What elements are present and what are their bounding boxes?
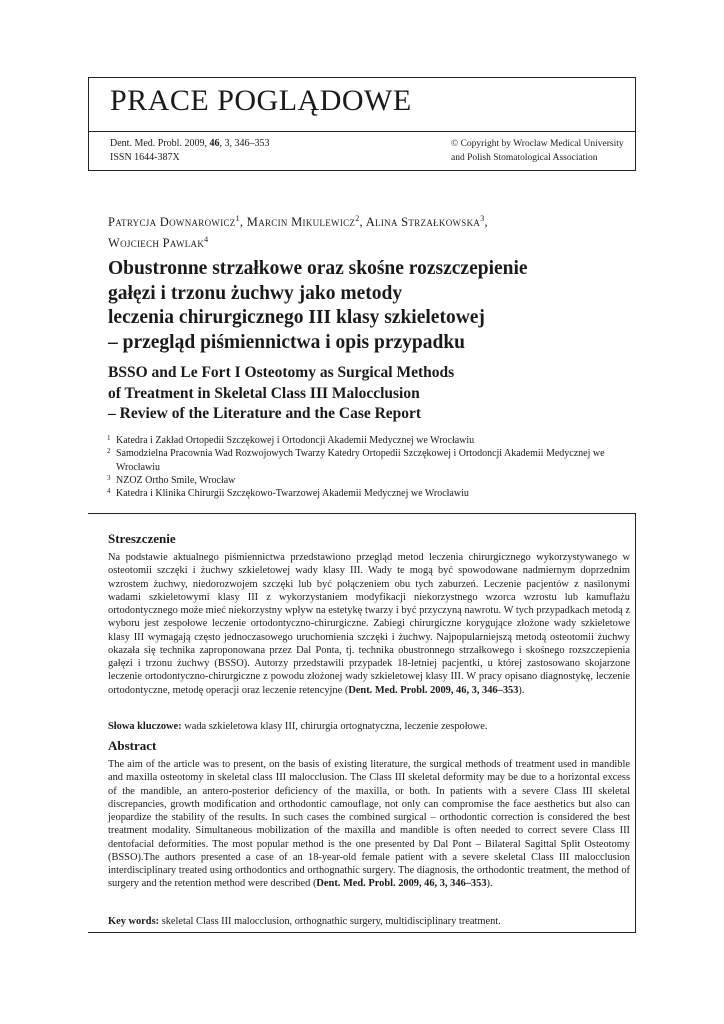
author-name: Wojciech Pawlak	[108, 236, 205, 251]
affiliation-text: Katedra i Zakład Ortopedii Szczękowej i Ortodoncji Akademii Medycznej we Wrocławiu	[116, 435, 475, 446]
author-separator: ,	[359, 215, 366, 230]
keywords-english-text: skeletal Class III malocclusion, orthognathic surgery, multidisciplinary treatment.	[159, 916, 501, 927]
affiliation-number: 4	[107, 487, 111, 496]
streszczenie-body	[108, 551, 630, 697]
streszczenie-heading: Streszczenie	[108, 531, 176, 546]
header-divider	[89, 131, 635, 132]
author-line-2	[108, 231, 488, 252]
keywords-polish-text: wada szkieletowa klasy III, chirurgia ortognatyczna, leczenie zespołowe.	[181, 721, 488, 732]
affiliation-item	[108, 487, 638, 500]
affiliation-item	[108, 447, 638, 474]
author-affiliation-mark: 4	[204, 235, 209, 245]
affiliation-text: Katedra i Klinika Chirurgii Szczękowo-Twarzowej Akademii Medycznej we Wrocławiu	[116, 488, 469, 500]
affiliation-number: 2	[107, 447, 111, 456]
affiliation-text: NZOZ Ortho Smile, Wrocław	[116, 474, 236, 486]
abstract-end: ).	[486, 878, 493, 890]
journal-suffix: , 3, 346–353	[219, 138, 270, 149]
keywords-polish-line	[108, 720, 630, 733]
author-separator: ,	[484, 215, 488, 230]
article-title-polish	[108, 257, 648, 355]
author-name: Patrycja Downarowicz	[108, 215, 236, 230]
keywords-english-line	[108, 915, 630, 928]
streszczenie-end: ).	[518, 684, 525, 696]
title-line: BSSO and Le Fort I Osteotomy as Surgical Methods	[108, 364, 455, 381]
title-line: gałęzi i trzonu żuchwy jako metody	[108, 282, 403, 304]
affiliation-list	[108, 434, 638, 500]
copyright-info	[451, 137, 624, 165]
section-title: PRACE POGLĄDOWE	[110, 84, 412, 117]
author-affiliation-mark: 1	[235, 214, 240, 223]
streszczenie-citation: Dent. Med. Probl. 2009, 46, 3, 346–353	[348, 684, 519, 696]
affiliation-number: 1	[107, 434, 111, 442]
affiliation-item	[108, 474, 638, 487]
title-line: Obustronne strzałkowe oraz skośne rozszczepienie	[108, 258, 528, 279]
abstract-body	[108, 758, 630, 891]
streszczenie-text: Na podstawie aktualnego piśmiennictwa przedstawiono przegląd metod leczenia chirurgicznego wykorzystywanego w osteotomii szczęki i żuchwy szkieletowej wady klasy III. Wady te mogą być spowodowane nadmiernym doprzednim wzrostem żuchwy, niedorozwojem szczęki lub być połączeniem obu tych zaburzeń. Leczenie pacjentów z nasilonymi wadami szkieletowymi klasy III z wykorzystaniem modyfikacji niekorzystnego wzorca wzrostu lub kamuflażu ortodontycznego może mieć niekorzystny wpływ na estetykę twarzy i być przyczyną nawrotu. W tych przypadkach metodą z wyboru jest zespołowe leczenie ortodontyczno-chirurgiczne. Zabiegi chirurgiczne korygujące złożone wady szkieletowe klasy III wymagają często jednoczasowego uruchomienia szczęki i żuchwy. Najpopularniejszą metodą osteotomii żuchwy okazała się technika zaproponowana przez Dal Ponta, tj. technika obustronnego strzałkowego i skośnego rozszczepienia gałęzi i trzonu żuchwy (BSSO). Autorzy przedstawili przypadek 18-letniej pacjentki, u której zastosowano skojarzone leczenie ortodontyczno-chirurgiczne z powodu złożonej wady szkieletowej klasy III. W pracy opisano diagnostykę, leczenie ortodontyczne, metodę operacji oraz leczenie retencyjne (	[108, 552, 630, 696]
issn: ISSN 1644-387X	[110, 152, 180, 163]
keywords-english	[108, 911, 630, 928]
author-line-1	[108, 210, 488, 231]
abstract-heading: Abstract	[108, 738, 157, 753]
author-list	[108, 210, 488, 252]
journal-volume: 46	[209, 138, 220, 149]
journal-prefix: Dent. Med. Probl. 2009,	[110, 138, 210, 149]
journal-citation-info	[110, 137, 269, 165]
journal-citation	[110, 137, 269, 151]
affiliation-item	[108, 434, 638, 447]
author-affiliation-mark: 2	[355, 214, 360, 223]
keywords-english-label: Key words:	[108, 916, 160, 927]
author-affiliation-mark: 3	[480, 214, 485, 223]
keywords-polish-label: Słowa kluczowe:	[108, 721, 182, 732]
streszczenie-section	[108, 531, 630, 697]
copyright-line-1: © Copyright by Wroclaw Medical University	[451, 139, 624, 149]
abstract-text: The aim of the article was to present, on the basis of existing literature, the surgical methods of treatment used in mandible and maxilla osteotomy in skeletal class III malocclusion. The Class III skeletal deformity may be due to a horizontal excess of the mandible, an antero-posterior deficiency of the maxilla, or both. In patients with a severe Class III skeletal discrepancies, growth modification and orthodontic camouflage, not only can compromise the face aesthetics but also can jeopardize the stability of the results. In such cases the combined surgical – orthodontic correction is considered the best treatment modality. Simultaneous mobilization of the maxilla and mandible is often needed to correct severe Class III dentofacial deformities. The most popular method is the one presented by Dal Pont – Bilateral Sagittal Split Osteotomy (BSSO).The authors presented a case of an 18-year-old female patient with a severe skeletal Class III malocclusion interdisciplinary treated using orthodontics and orthognathic surgery. The diagnosis, the orthodontic treatment, the method of surgery and the retention method were described (	[108, 759, 630, 890]
copyright-line-2: and Polish Stomatological Association	[451, 153, 598, 163]
affiliation-text: Samodzielna Pracownia Wad Rozwojowych Twarzy Katedry Ortopedii Szczękowej i Ortodoncji Akademii Medycznej we Wrocławiu	[116, 448, 605, 473]
abstract-citation: Dent. Med. Probl. 2009, 46, 3, 346–353	[316, 878, 487, 890]
title-line: – Review of the Literature and the Case Report	[108, 405, 422, 422]
title-line: – przegląd piśmiennictwa i opis przypadku	[108, 331, 466, 353]
journal-header	[88, 77, 636, 171]
keywords-polish	[108, 716, 630, 733]
abstract-section	[108, 738, 630, 891]
author-name: Marcin Mikulewicz	[246, 215, 356, 230]
article-title-english	[108, 363, 648, 425]
title-line: of Treatment in Skeletal Class III Malocclusion	[108, 384, 420, 402]
title-line: leczenia chirurgicznego III klasy szkieletowej	[108, 307, 485, 328]
affiliation-number: 3	[107, 473, 111, 482]
author-name: Alina Strzałkowska	[365, 215, 481, 230]
author-separator: ,	[239, 215, 247, 230]
